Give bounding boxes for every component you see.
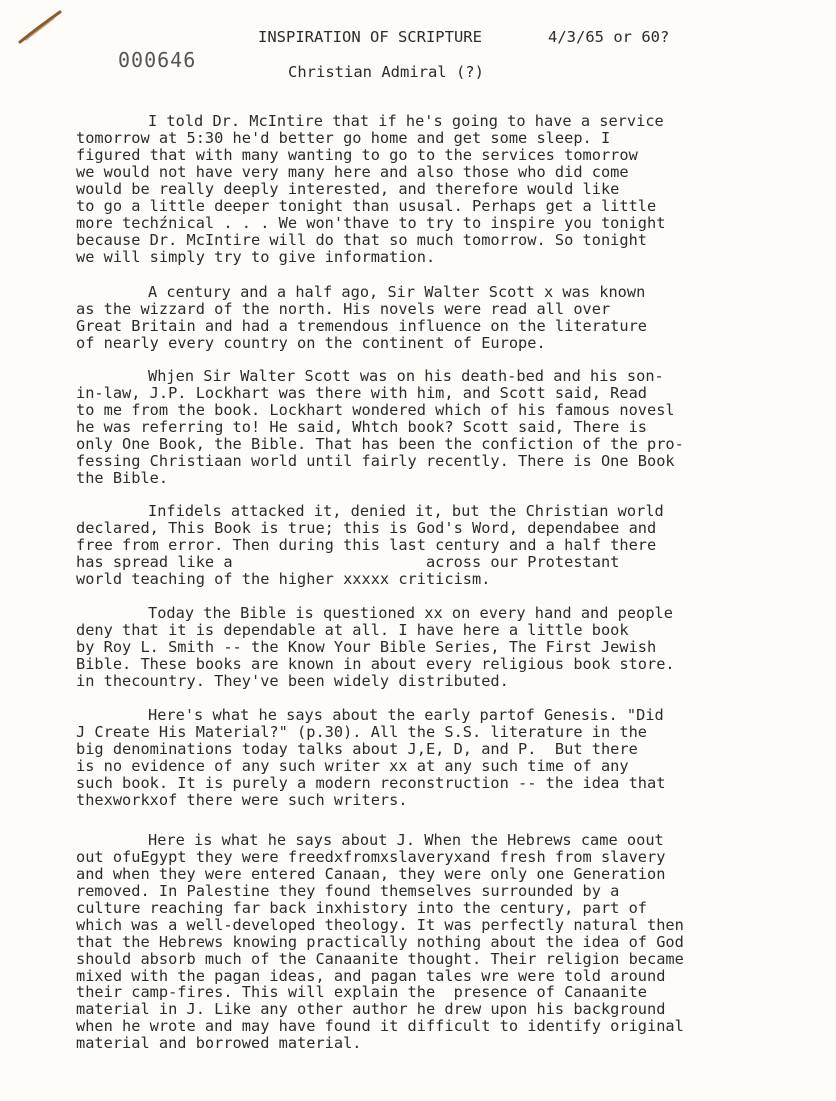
- text-line: out ofuEgypt they were freedxfromxslaveryxand fresh from slavery: [76, 847, 666, 866]
- paragraph: [76, 832, 776, 1052]
- paragraph: [76, 284, 776, 352]
- text-line: Here is what he says about J. When the Hebrews came oout: [148, 831, 664, 849]
- text-line: free from error. Then during this last century and a half there: [76, 535, 657, 554]
- text-line: would be really deeply interested, and therefore would like: [76, 179, 620, 198]
- text-line: because Dr. McIntire will do that so much tomorrow. So tonight: [76, 230, 647, 249]
- text-line: to me from the book. Lockhart wondered which of his famous novesl: [76, 400, 675, 419]
- text-line: he was referring to! He said, Whtch book? Scott said, There is: [76, 417, 647, 436]
- paragraph: [76, 368, 776, 487]
- text-line: figured that with many wanting to go to the services tomorrow: [76, 145, 638, 164]
- text-line: culture reaching far back inxhistory into the century, part of: [76, 898, 647, 917]
- text-line: removed. In Palestine they found themselves surrounded by a: [76, 881, 620, 900]
- paragraph: [76, 113, 776, 265]
- text-line: is no evidence of any such writer xx at any such time of any: [76, 756, 629, 775]
- text-line: world teaching of the higher xxxxx criticism.: [76, 569, 491, 588]
- text-line: by Roy L. Smith -- the Know Your Bible Series, The First Jewish: [76, 637, 657, 656]
- document-number: 000646: [118, 48, 197, 72]
- text-line: thexworkxof there were such writers.: [76, 790, 408, 809]
- text-line: A century and a half ago, Sir Walter Scott x was known: [148, 283, 646, 301]
- text-line: mixed with the pagan ideas, and pagan tales wre were told around: [76, 966, 666, 985]
- page-subtitle: Christian Admiral (?): [288, 63, 484, 81]
- text-line: we will simply try to give information.: [76, 247, 436, 266]
- paragraph: [76, 503, 776, 588]
- text-line: deny that it is dependable at all. I have here a little book: [76, 620, 629, 639]
- text-line: Whjen Sir Walter Scott was on his death-bed and his son-: [148, 367, 664, 385]
- text-line: big denominations today talks about J,E, D, and P. But there: [76, 739, 638, 758]
- text-line: tomorrow at 5:30 he'd better go home and get some sleep. I: [76, 128, 611, 147]
- text-line: Great Britain and had a tremendous influence on the literature: [76, 316, 647, 335]
- text-line: their camp-fires. This will explain the presence of Canaanite: [76, 983, 647, 1002]
- corner-stain-mark: [16, 6, 66, 46]
- text-line: Infidels attacked it, denied it, but the Christian world: [148, 502, 664, 520]
- text-line: in thecountry. They've been widely distributed.: [76, 671, 509, 690]
- text-line: of nearly every country on the continent of Europe.: [76, 333, 546, 352]
- page-title: INSPIRATION OF SCRIPTURE: [258, 28, 482, 46]
- text-line: more techźnical . . . We won'thave to try to inspire you tonight: [76, 213, 666, 232]
- document-date: 4/3/65 or 60?: [548, 28, 670, 46]
- text-line: I told Dr. McIntire that if he's going to have a service: [148, 112, 664, 130]
- text-line: and when they were entered Canaan, they were only one Generation: [76, 864, 666, 883]
- text-line: should absorb much of the Canaanite thought. Their religion became: [76, 949, 684, 968]
- text-line: Bible. These books are known in about every religious book store.: [76, 654, 675, 673]
- text-line: we would not have very many here and also those who did come: [76, 162, 629, 181]
- text-line: has spread like a across our Protestant: [76, 552, 620, 571]
- text-line: when he wrote and may have found it difficult to identify original: [76, 1017, 684, 1036]
- text-line: J Create His Material?" (p.30). All the S.S. literature in the: [76, 722, 647, 741]
- text-line: such book. It is purely a modern reconstruction -- the idea that: [76, 773, 666, 792]
- text-line: material in J. Like any other author he drew upon his background: [76, 1000, 666, 1019]
- text-line: Here's what he says about the early partof Genesis. "Did: [148, 706, 664, 724]
- text-line: to go a little deeper tonight than ususal. Perhaps get a little: [76, 196, 657, 215]
- text-line: that the Hebrews knowing practically nothing about the idea of God: [76, 932, 684, 951]
- text-line: as the wizzard of the north. His novels were read all over: [76, 299, 611, 318]
- text-line: which was a well-developed theology. It was perfectly natural then: [76, 915, 684, 934]
- paragraph: [76, 707, 776, 809]
- paragraph: [76, 605, 776, 690]
- text-line: the Bible.: [76, 468, 169, 487]
- text-line: only One Book, the Bible. That has been the confiction of the pro-: [76, 434, 684, 453]
- text-line: fessing Christiaan world until fairly recently. There is One Book: [76, 451, 675, 470]
- text-line: declared, This Book is true; this is God's Word, dependabee and: [76, 518, 657, 537]
- text-line: in-law, J.P. Lockhart was there with him, and Scott said, Read: [76, 383, 647, 402]
- text-line: material and borrowed material.: [76, 1034, 362, 1053]
- text-line: Today the Bible is questioned xx on every hand and people: [148, 604, 673, 622]
